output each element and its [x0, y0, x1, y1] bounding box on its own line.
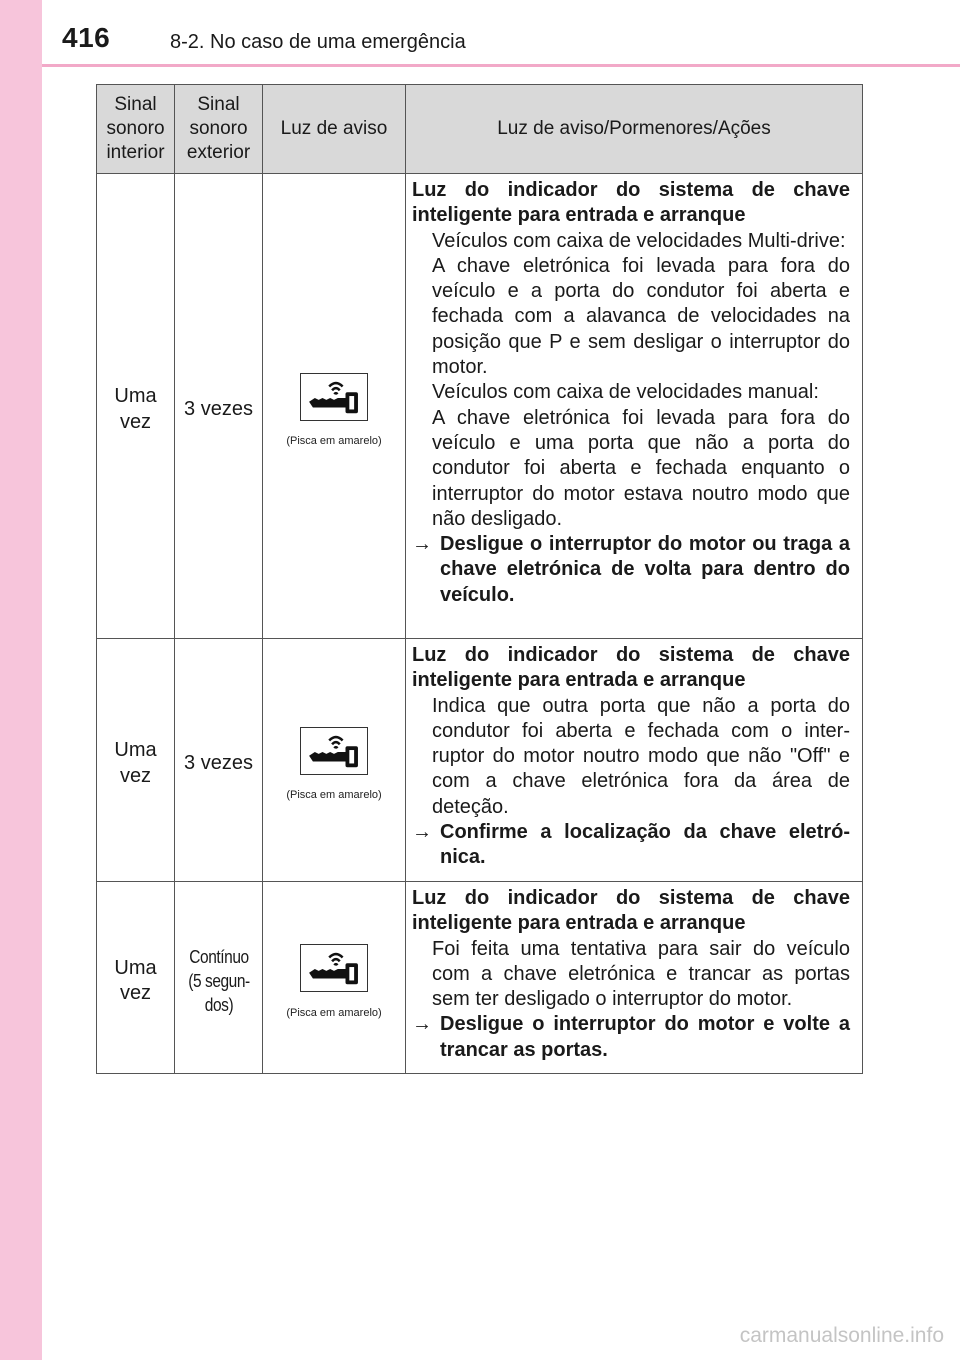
table-row — [97, 174, 863, 639]
detail-text: Veículos com caixa de velocidades Multi-drive: — [432, 229, 846, 252]
warning-table — [96, 84, 863, 1074]
smart-key-indicator-icon — [300, 373, 368, 421]
details-cell — [406, 639, 863, 882]
page-number: 416 — [62, 22, 111, 53]
warning-lamp-cell — [263, 639, 406, 882]
section-title: 8-2. No caso de uma emergência — [170, 31, 466, 53]
interior-buzzer-cell: Uma vez — [97, 882, 175, 1074]
side-tab-bar — [0, 0, 42, 1360]
action-label: Desligue o interruptor do motor e volte a trancar as portas. — [440, 1013, 850, 1061]
details-cell — [406, 174, 863, 639]
arrow-right-icon: → — [412, 533, 432, 556]
detail-text: Foi feita uma tentativa para sair do veículo com a chave eletrónica e trancar as portas sem ter desligado o interruptor do motor. — [432, 937, 850, 1011]
interior-buzzer-cell: Uma vez — [97, 174, 175, 639]
smart-key-indicator-icon — [300, 944, 368, 992]
header-rule — [42, 64, 960, 67]
column-header-exterior: Sinal sonoro exterior — [175, 85, 263, 174]
table-row — [97, 639, 863, 882]
table-row — [97, 882, 863, 1074]
indicator-title: Luz do indicador do sistema de chave inteligente para entrada e arranque — [412, 644, 850, 692]
blink-caption: (Pisca em amarelo) — [286, 789, 382, 802]
details-cell — [406, 882, 863, 1074]
action-text — [412, 820, 850, 871]
blink-caption: (Pisca em amarelo) — [286, 1006, 382, 1019]
detail-text: Indica que outra porta que não a porta do condutor foi aberta e fechada com o inter-ruptor do motor noutro modo que não "Off" e com a chave eletrónica fora da área de deteção. — [432, 694, 850, 818]
detail-text: Veículos com caixa de velocidades manual: — [432, 381, 819, 404]
indicator-title: Luz do indicador do sistema de chave inteligente para entrada e arranque — [412, 179, 850, 227]
action-text — [412, 532, 850, 608]
column-header-interior: Sinal sonoro interior — [97, 85, 175, 174]
exterior-buzzer-cell: 3 vezes — [175, 174, 263, 639]
interior-buzzer-cell: Uma vez — [97, 639, 175, 882]
exterior-buzzer-cell: 3 vezes — [175, 639, 263, 882]
detail-text: A chave eletrónica foi levada para fora do veículo e a porta do condutor foi aberta e fechada com a alavanca de velocidades na posição que P e sem desligar o interruptor do motor. — [432, 254, 850, 379]
arrow-right-icon: → — [412, 1013, 432, 1036]
indicator-title: Luz do indicador do sistema de chave inteligente para entrada e arranque — [412, 887, 850, 935]
table-header-row — [97, 85, 863, 174]
arrow-right-icon: → — [412, 821, 432, 844]
blink-caption: (Pisca em amarelo) — [286, 435, 382, 448]
column-header-details: Luz de aviso/Pormenores/Ações — [406, 85, 863, 174]
column-header-lamp: Luz de aviso — [263, 85, 406, 174]
action-label: Desligue o interruptor do motor ou traga a chave eletrónica de volta para dentro do veículo. — [440, 533, 850, 606]
warning-lamp-cell — [263, 882, 406, 1074]
smart-key-indicator-icon — [300, 727, 368, 775]
action-label: Confirme a localização da chave eletró-nica. — [440, 821, 850, 869]
warning-lamp-cell — [263, 174, 406, 639]
action-text — [412, 1012, 850, 1063]
exterior-buzzer-cell: Contínuo (5 segun-dos) — [181, 882, 257, 1074]
detail-text: A chave eletrónica foi levada para fora do veículo e uma porta que não a porta do condutor foi aberta e fechada enquanto o interruptor do motor estava noutro modo que não desligado. — [432, 406, 850, 530]
watermark: carmanualsonline.info — [739, 1324, 944, 1347]
